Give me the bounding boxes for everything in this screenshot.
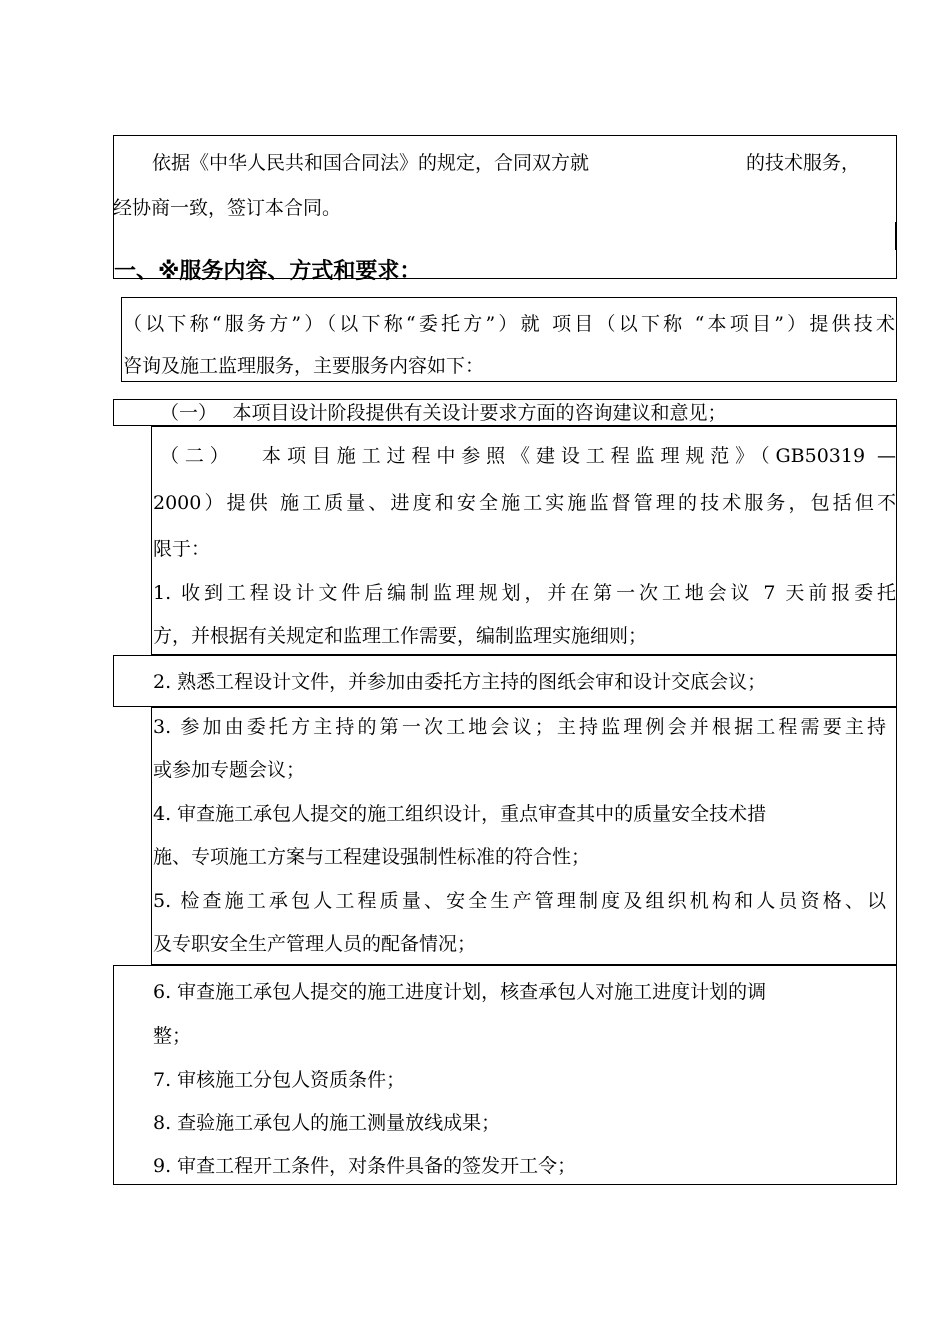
point-5-line-1: 5. 检查施工承包人工程质量、安全生产管理制度及组织机构和人员资格、以 xyxy=(153,890,886,912)
point-5-line-2: 及专职安全生产管理人员的配备情况； xyxy=(153,933,477,955)
point-1-line-2: 方，并根据有关规定和监理工作需要，编制监理实施细则； xyxy=(153,625,648,647)
point-2-text: 2. 熟悉工程设计文件，并参加由委托方主持的图纸会审和设计交底会议； xyxy=(153,671,767,693)
item-2-line-3: 限于： xyxy=(153,538,211,560)
intro-line-1a: 依据《中华人民共和国合同法》的规定，合同双方就 xyxy=(152,152,590,174)
point-6-line-1: 6. 审查施工承包人提交的施工进度计划，核查承包人对施工进度计划的调 xyxy=(153,981,767,1003)
scope-line-2: 咨询及施工监理服务，主要服务内容如下： xyxy=(123,355,485,377)
intro-line-2: 经协商一致，签订本合同。 xyxy=(113,197,342,219)
item-1-text: （一） 本项目设计阶段提供有关设计要求方面的咨询建议和意见； xyxy=(160,402,727,424)
item-2-line-1: （二） 本项目施工过程中参照《建设工程监理规范》（GB50319 — xyxy=(160,445,896,467)
point-9: 9. 审查工程开工条件，对条件具备的签发开工令； xyxy=(153,1155,577,1177)
point-3-line-2: 或参加专题会议； xyxy=(153,759,306,781)
section-1-title: 一、※服务内容、方式和要求： xyxy=(114,259,422,284)
point-6-line-2: 整； xyxy=(153,1025,192,1047)
point-3-line-1: 3. 参加由委托方主持的第一次工地会议；主持监理例会并根据工程需要主持 xyxy=(153,716,886,738)
point-4-line-2: 施、专项施工方案与工程建设强制性标准的符合性； xyxy=(153,846,591,868)
point-8: 8. 查验施工承包人的施工测量放线成果； xyxy=(153,1112,501,1134)
point-1-line-1: 1. 收到工程设计文件后编制监理规划，并在第一次工地会议 7 天前报委托 xyxy=(153,582,896,604)
point-7: 7. 审核施工分包人资质条件； xyxy=(153,1069,406,1091)
scope-line-1: （以下称“服务方”）（以下称“委托方”）就 项目（以下称 “本项目”）提供技术 xyxy=(123,313,895,335)
intro-box-tick xyxy=(895,222,897,250)
intro-line-1b: 的技术服务， xyxy=(746,152,861,174)
point-4-line-1: 4. 审查施工承包人提交的施工组织设计，重点审查其中的质量安全技术措 xyxy=(153,803,767,825)
item-2-line-2: 2000）提供 施工质量、进度和安全施工实施监督管理的技术服务，包括但不 xyxy=(153,492,896,514)
